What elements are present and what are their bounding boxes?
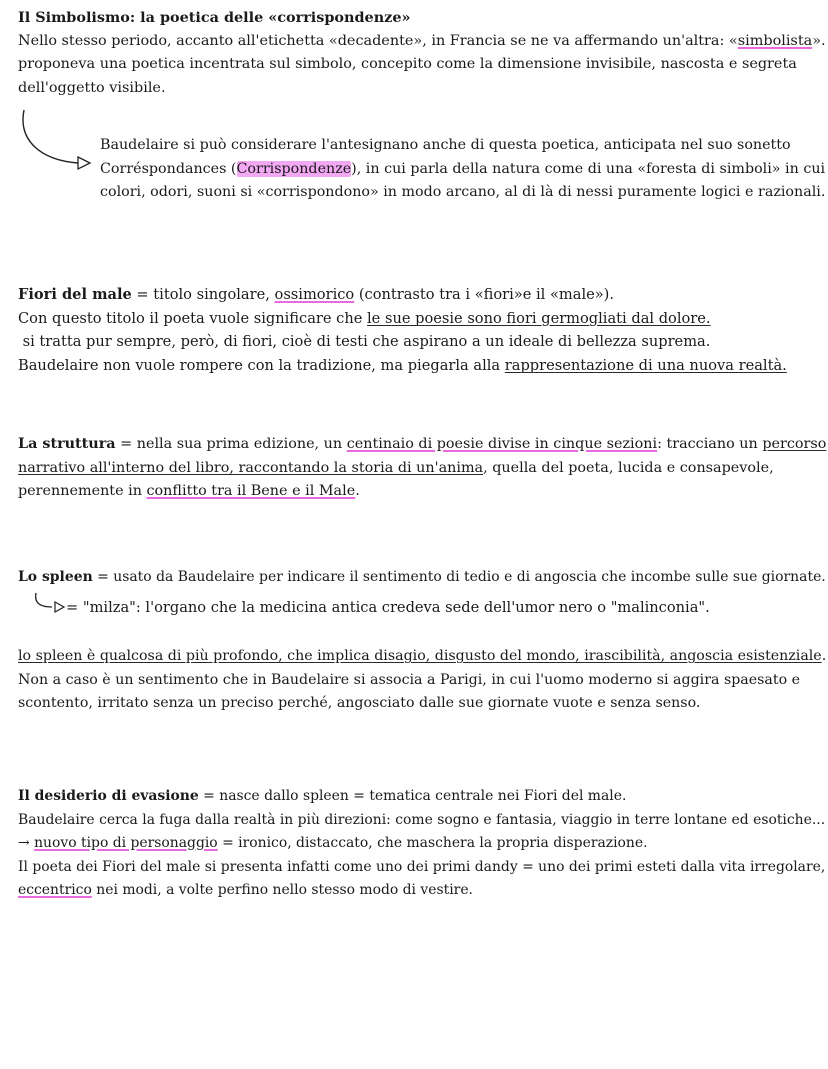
highlight-corrispondenze: Corrispondenze xyxy=(236,160,352,177)
section-simbolismo: Il Simbolismo: la poetica delle «corrispondenze» Nello stesso periodo, accanto all'etichetta «decadente», in Francia se ne va affermando un'altra: «simbolista». proponeva una poetica incentrata sul simbolo, concepito come la dimensione invisibile, nascosta e segreta dell'oggetto visibile. xyxy=(18,9,826,96)
section-heading: La struttura xyxy=(18,436,116,452)
term-ossimorico: ossimorico xyxy=(274,286,355,303)
section-spleen: Lo spleen = usato da Baudelaire per indicare il sentimento di tedio e di angoscia che incombe sulle sue giornate. xyxy=(18,569,826,585)
section-heading: Lo spleen xyxy=(18,569,93,585)
section-heading: Fiori del male xyxy=(18,286,132,303)
section-struttura: La struttura = nella sua prima edizione, un centinaio di poesie divise in cinque sezioni: tracciano un percorso narrativo all'interno del libro, raccontando la storia di un'anima, quella del poeta, lucida e consapevole, perennemente in conflitto tra il Bene e il Male. xyxy=(18,436,827,499)
note-baudelaire: Baudelaire si può considerare l'antesignano anche di questa poetica, anticipata nel suo sonetto Corréspondances (Corrispondenze), in cui parla della natura come di una «foresta di simboli» in cui colori, odori, suoni si «corrispondono» in modo arcano, al di là di nessi puramente logici e razionali. xyxy=(100,137,826,200)
section-evasione: Il desiderio di evasione = nasce dallo spleen = tematica centrale nei Fiori del male. Baudelaire cerca la fuga dalla realtà in più direzioni: come sogno e fantasia, viaggio in terre lontane ed esotiche... → nuovo tipo di personaggio = ironico, distaccato, che maschera la propria disperazione. Il poeta dei Fiori del male si presenta infatti come uno dei primi dandy = uno dei primi esteti dalla vita irregolare, eccentrico nei modi, a volte perfino nello stesso modo di vestire. xyxy=(18,788,826,898)
section-heading: Il desiderio di evasione xyxy=(18,788,199,804)
section-fiori: Fiori del male = titolo singolare, ossimorico (contrasto tra i «fiori»e il «male»). Con questo titolo il poeta vuole significare che le sue poesie sono fiori germogliati dal dolore. si tratta pur sempre, però, di fiori, cioè di testi che aspirano a un ideale di bellezza suprema. Baudelaire non vuole rompere con la tradizione, ma piegarla alla rappresentazione di una nuova realtà. xyxy=(18,286,787,374)
term-simbolista: simbolista xyxy=(737,32,813,49)
section-title: Il Simbolismo: la poetica delle «corrispondenze» xyxy=(18,9,411,26)
